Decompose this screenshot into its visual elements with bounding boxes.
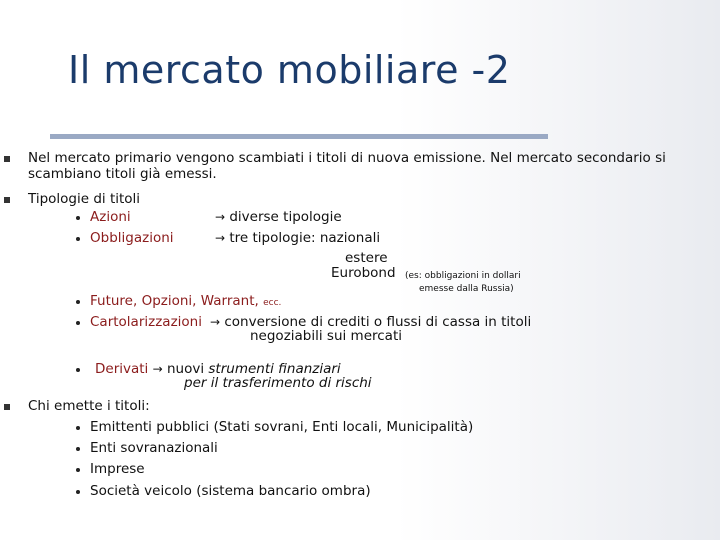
sub-bullet-dot-icon — [76, 490, 80, 494]
bullet-square-icon — [4, 404, 10, 410]
bullet2-heading: Tipologie di titoli — [28, 191, 141, 207]
arrow-right-icon: → — [215, 231, 226, 245]
list-item: Enti sovranazionali — [90, 440, 218, 456]
arrow-right-icon: → — [152, 362, 163, 376]
bullet1-line2: scambiano titoli già emessi. — [28, 166, 217, 182]
sub-bullet-dot-icon — [76, 300, 80, 304]
azioni-description: → diverse tipologie — [215, 209, 342, 225]
obbligazioni-eurobond: Eurobond — [331, 265, 396, 281]
bullet-square-icon — [4, 197, 10, 203]
obbligazioni-description: → tre tipologie: nazionali — [215, 230, 381, 246]
item-obbligazioni: Obbligazioni — [90, 230, 174, 246]
eurobond-note-line2: emesse dalla Russia) — [419, 284, 514, 294]
derivati-line2: per il trasferimento di rischi — [184, 375, 372, 391]
list-item: Società veicolo (sistema bancario ombra) — [90, 483, 371, 499]
slide-title: Il mercato mobiliare -2 — [68, 48, 511, 92]
item-future: Future, Opzioni, Warrant, ecc. — [90, 293, 282, 309]
bullet3-heading: Chi emette i titoli: — [28, 398, 150, 414]
sub-bullet-dot-icon — [76, 216, 80, 220]
bullet-square-icon — [4, 156, 10, 162]
sub-bullet-dot-icon — [76, 468, 80, 472]
item-cartolarizzazioni: Cartolarizzazioni — [90, 314, 202, 330]
bullet1-line1: Nel mercato primario vengono scambiati i titoli di nuova emissione. Nel mercato secondario si — [28, 150, 666, 166]
cartolarizzazioni-description-line2: negoziabili sui mercati — [250, 328, 402, 344]
derivati-line1: Derivati → nuovi strumenti finanziari — [95, 361, 341, 377]
item-azioni: Azioni — [90, 209, 131, 225]
sub-bullet-dot-icon — [76, 426, 80, 430]
arrow-right-icon: → — [215, 210, 226, 224]
sub-bullet-dot-icon — [76, 237, 80, 241]
sub-bullet-dot-icon — [76, 447, 80, 451]
list-item: Imprese — [90, 461, 145, 477]
cartolarizzazioni-description-line1: → conversione di crediti o flussi di cassa in titoli — [210, 314, 532, 330]
obbligazioni-estere: estere — [345, 250, 388, 266]
list-item: Emittenti pubblici (Stati sovrani, Enti locali, Municipalità) — [90, 419, 474, 435]
eurobond-note-line1: (es: obbligazioni in dollari — [405, 271, 521, 281]
sub-bullet-dot-icon — [76, 321, 80, 325]
arrow-right-icon: → — [210, 315, 221, 329]
sub-bullet-dot-icon — [76, 368, 80, 372]
title-underline — [50, 134, 548, 139]
